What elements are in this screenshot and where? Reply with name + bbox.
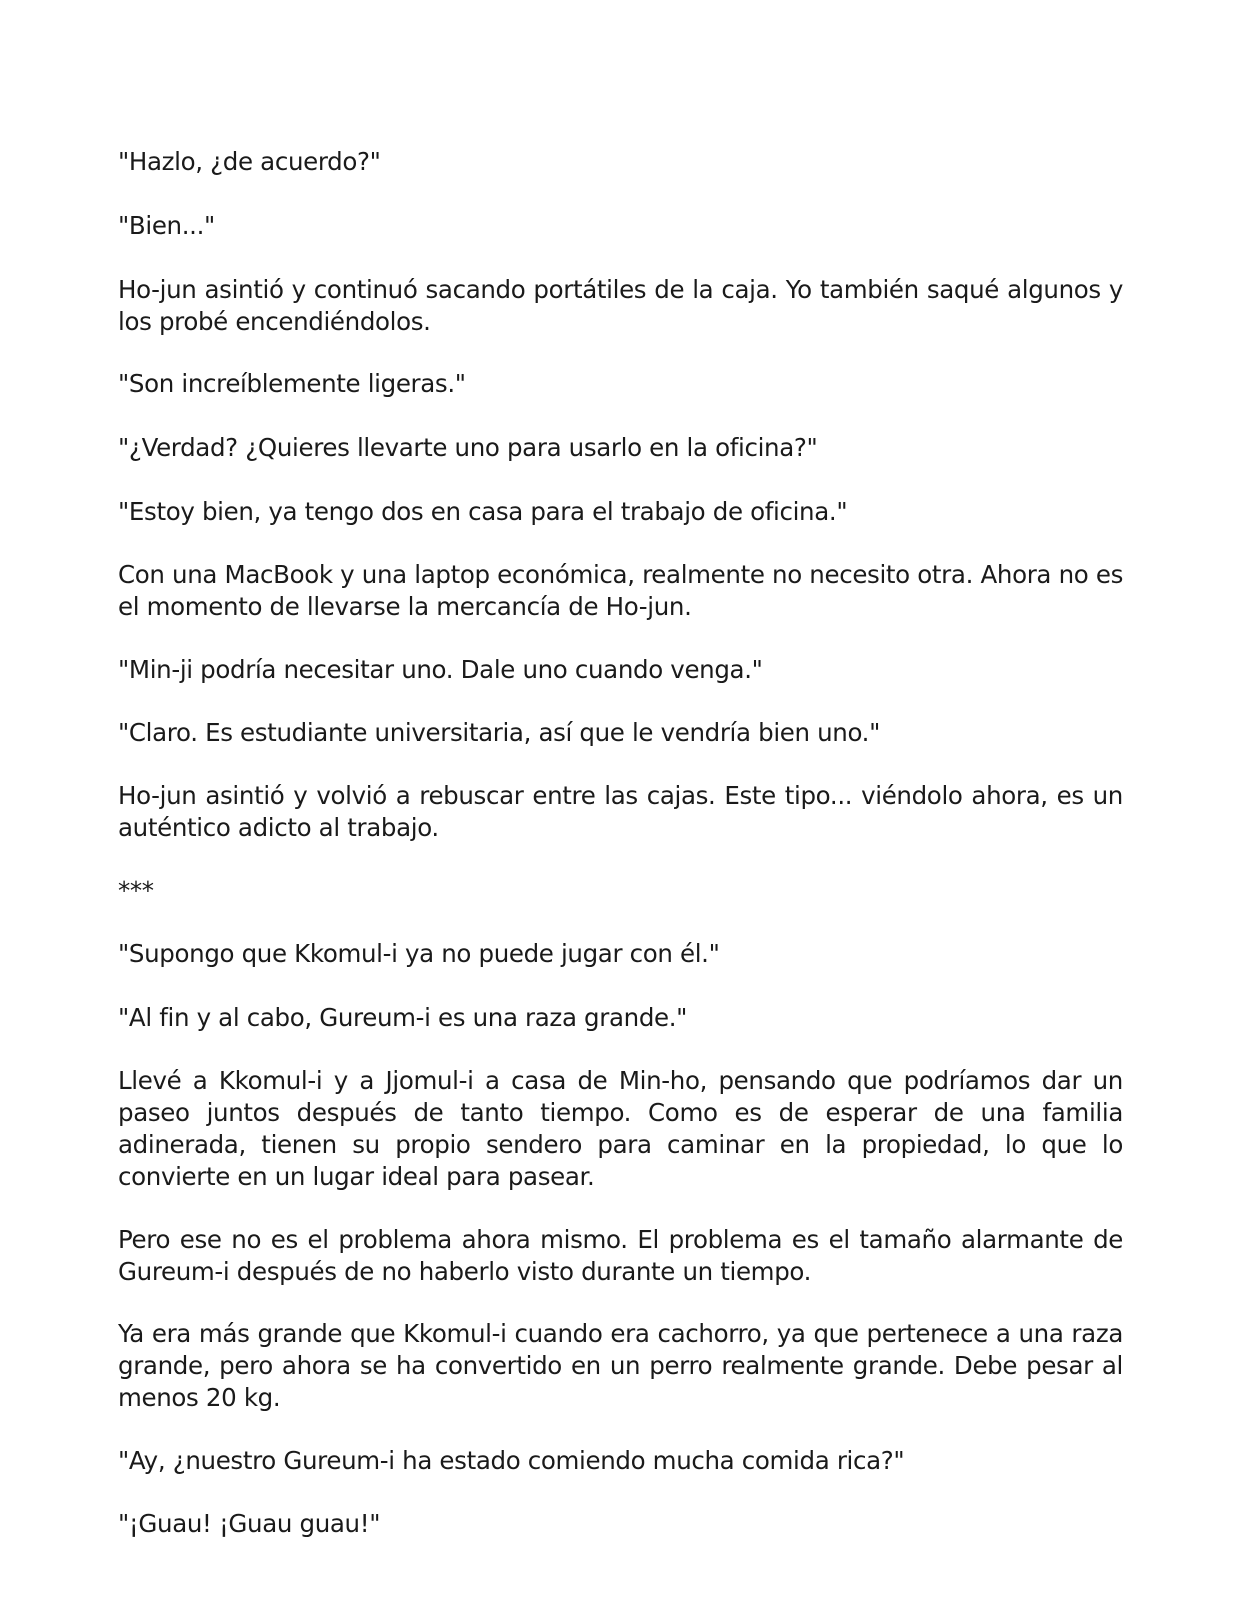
paragraph-16: "Ay, ¿nuestro Gureum-i ha estado comiendo mucha comida rica?" bbox=[118, 1446, 905, 1475]
paragraph-12: "Al fin y al cabo, Gureum-i es una raza grande." bbox=[118, 1003, 688, 1032]
paragraph-13: Llevé a Kkomul-i y a Jjomul-i a casa de Min-ho, pensando que podríamos dar un paseo juntos después de tanto tiempo. Como es de esperar de una familia adinerada, tienen su propio sendero para caminar en la propiedad, lo que lo convierte en un lugar ideal para pasear. bbox=[118, 1066, 1123, 1191]
paragraph-15: Ya era más grande que Kkomul-i cuando era cachorro, ya que pertenece a una raza grande, pero ahora se ha convertido en un perro realmente grande. Debe pesar al menos 20 kg. bbox=[118, 1319, 1123, 1412]
paragraph-10: Ho-jun asintió y volvió a rebuscar entre las cajas. Este tipo... viéndolo ahora, es un auténtico adicto al trabajo. bbox=[118, 781, 1123, 842]
paragraph-7: Con una MacBook y una laptop económica, realmente no necesito otra. Ahora no es el momento de llevarse la mercancía de Ho-jun. bbox=[118, 560, 1123, 621]
paragraph-17: "¡Guau! ¡Guau guau!" bbox=[118, 1509, 381, 1538]
paragraph-6: "Estoy bien, ya tengo dos en casa para el trabajo de oficina." bbox=[118, 497, 848, 526]
paragraph-14: Pero ese no es el problema ahora mismo. El problema es el tamaño alarmante de Gureum-i después de no haberlo visto durante un tiempo. bbox=[118, 1225, 1123, 1286]
scene-break: *** bbox=[118, 876, 154, 905]
paragraph-3: Ho-jun asintió y continuó sacando portátiles de la caja. Yo también saqué algunos y los probé encendiéndolos. bbox=[118, 275, 1123, 336]
paragraph-4: "Son increíblemente ligeras." bbox=[118, 369, 466, 398]
paragraph-11: "Supongo que Kkomul-i ya no puede jugar con él." bbox=[118, 939, 720, 968]
paragraph-1: "Hazlo, ¿de acuerdo?" bbox=[118, 147, 381, 176]
paragraph-9: "Claro. Es estudiante universitaria, así que le vendría bien uno." bbox=[118, 718, 881, 747]
paragraph-5: "¿Verdad? ¿Quieres llevarte uno para usarlo en la oficina?" bbox=[118, 433, 818, 462]
paragraph-8: "Min-ji podría necesitar uno. Dale uno cuando venga." bbox=[118, 655, 763, 684]
paragraph-2: "Bien..." bbox=[118, 211, 215, 240]
